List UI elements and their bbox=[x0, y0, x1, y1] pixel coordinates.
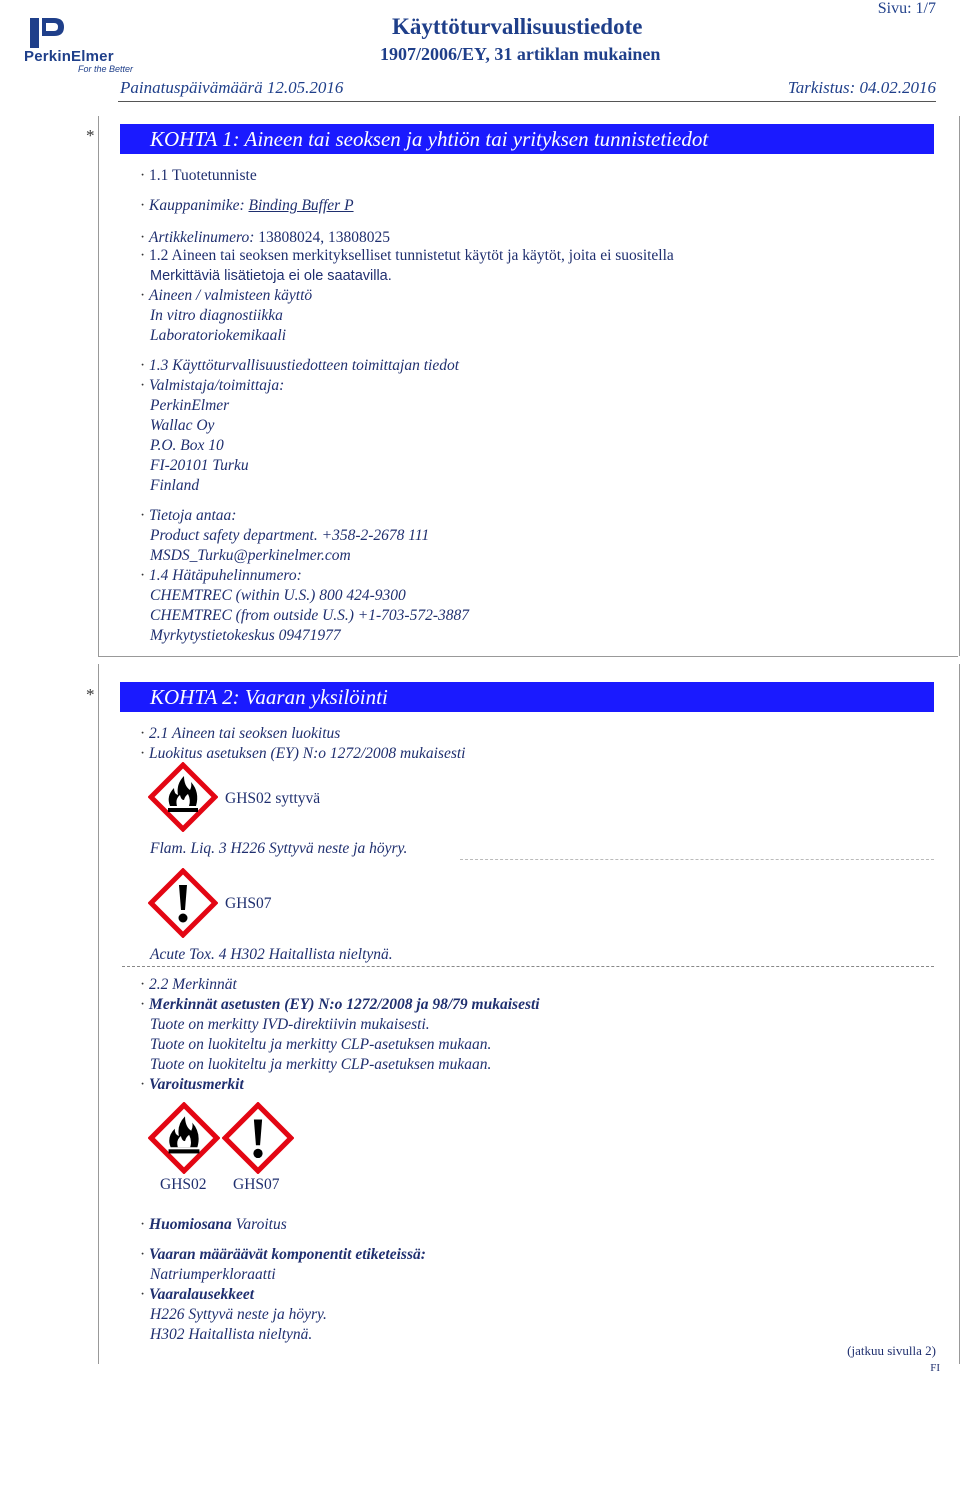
no-info-text: Merkittäviä lisätietoja ei ole saatavilla. bbox=[150, 268, 392, 284]
dotted-leader bbox=[460, 859, 934, 860]
hazard-statement-2: H302 Haitallista nieltynä. bbox=[150, 1326, 313, 1343]
exclamation-icon bbox=[222, 1102, 294, 1174]
document-subtitle: 1907/2006/EY, 31 artiklan mukainen bbox=[380, 44, 661, 64]
hazard-statement-1: H226 Syttyvä neste ja höyry. bbox=[150, 1306, 327, 1323]
ghs07-label: GHS07 bbox=[225, 895, 272, 912]
revision-date: Tarkistus: 04.02.2016 bbox=[787, 78, 936, 97]
trade-name: · Kauppanimike: Binding Buffer P bbox=[140, 197, 354, 214]
component-1: Natriumperkloraatti bbox=[150, 1266, 276, 1283]
continued-note: (jatkuu sivulla 2) bbox=[847, 1343, 936, 1358]
hazard-class-2: Acute Tox. 4 H302 Haitallista nieltynä. bbox=[150, 946, 393, 963]
components-heading: · Vaaran määräävät komponentit etiketeissä: bbox=[140, 1246, 426, 1263]
language-code: FI bbox=[930, 1362, 940, 1374]
emergency-1: CHEMTREC (within U.S.) 800 424-9300 bbox=[150, 587, 406, 604]
emergency-3: Myrkytystietokeskus 09471977 bbox=[150, 627, 341, 644]
section-1-title: KOHTA 1: Aineen tai seoksen ja yhtiön tai yrityksen tunnistetiedot bbox=[120, 124, 934, 154]
change-marker: * bbox=[86, 685, 95, 704]
use-heading: · Aineen / valmisteen käyttö bbox=[140, 287, 313, 304]
article-number: · Artikkelinumero: 13808024, 13808025 bbox=[140, 229, 390, 246]
hazard-class-1: Flam. Liq. 3 H226 Syttyvä neste ja höyry. bbox=[150, 840, 408, 857]
section-2-2: · 2.2 Merkinnät bbox=[140, 976, 237, 993]
section-1-3: · 1.3 Käyttöturvallisuustiedotteen toimittajan tiedot bbox=[140, 357, 460, 374]
section-1-1: · 1.1 Tuotetunniste bbox=[140, 167, 257, 184]
document-title: Käyttöturvallisuustiedote bbox=[392, 14, 643, 39]
classification-heading: · Luokitus asetuksen (EY) N:o 1272/2008 mukaisesti bbox=[140, 745, 466, 762]
supplier-heading: · Valmistaja/toimittaja: bbox=[140, 377, 285, 394]
use-1: In vitro diagnostiikka bbox=[150, 307, 283, 324]
change-marker: * bbox=[86, 126, 95, 145]
pictogram-label-ghs07: GHS07 bbox=[233, 1176, 280, 1193]
hazard-statements-heading: · Vaaralausekkeet bbox=[140, 1286, 255, 1303]
pictogram-label-ghs02: GHS02 bbox=[160, 1176, 207, 1193]
flame-icon bbox=[148, 762, 218, 832]
supplier-company: Wallac Oy bbox=[150, 417, 215, 434]
dashed-divider bbox=[122, 966, 934, 967]
labelling-1: Tuote on merkitty IVD-direktiivin mukaisesti. bbox=[150, 1016, 430, 1033]
section-1-4: · 1.4 Hätäpuhelinnumero: bbox=[140, 567, 302, 584]
flame-icon bbox=[148, 1102, 220, 1174]
ghs02-label: GHS02 syttyvä bbox=[225, 790, 321, 807]
info-heading: · Tietoja antaa: bbox=[140, 507, 237, 524]
labelling-2: Tuote on luokiteltu ja merkitty CLP-asetuksen mukaan. bbox=[150, 1036, 492, 1053]
supplier-city: FI-20101 Turku bbox=[150, 457, 249, 474]
use-2: Laboratoriokemikaali bbox=[150, 327, 287, 344]
logo-tagline: For the Better bbox=[78, 64, 134, 74]
logo-text: PerkinElmer bbox=[24, 48, 114, 65]
info-department: Product safety department. +358-2-2678 111 bbox=[150, 527, 430, 544]
emergency-2: CHEMTREC (from outside U.S.) +1-703-572-3887 bbox=[150, 607, 469, 624]
supplier-box: P.O. Box 10 bbox=[150, 437, 224, 454]
section-2-title: KOHTA 2: Vaaran yksilöinti bbox=[120, 682, 934, 712]
labelling-heading: · Merkinnät asetusten (EY) N:o 1272/2008 ja 98/79 mukaisesti bbox=[140, 996, 540, 1013]
print-date: Painatuspäivämäärä 12.05.2016 bbox=[120, 78, 344, 97]
header-divider bbox=[118, 101, 936, 102]
labelling-3: Tuote on luokiteltu ja merkitty CLP-asetuksen mukaan. bbox=[150, 1056, 492, 1073]
signal-word: · Huomiosana Varoitus bbox=[140, 1216, 287, 1233]
supplier-country: Finland bbox=[150, 477, 200, 494]
section-1-2: · 1.2 Aineen tai seoksen merkitykselliset tunnistetut käytöt ja käytöt, joita ei suositella bbox=[140, 247, 674, 264]
perkinelmer-logo-icon bbox=[30, 18, 64, 48]
section-1-bottom-rule bbox=[98, 656, 958, 657]
pictograms-heading: · Varoitusmerkit bbox=[140, 1076, 244, 1093]
page-number: Sivu: 1/7 bbox=[877, 0, 936, 17]
exclamation-icon bbox=[148, 868, 218, 938]
info-email[interactable]: MSDS_Turku@perkinelmer.com bbox=[150, 547, 351, 564]
supplier-name: PerkinElmer bbox=[150, 397, 230, 414]
section-2-1: · 2.1 Aineen tai seoksen luokitus bbox=[140, 725, 341, 742]
